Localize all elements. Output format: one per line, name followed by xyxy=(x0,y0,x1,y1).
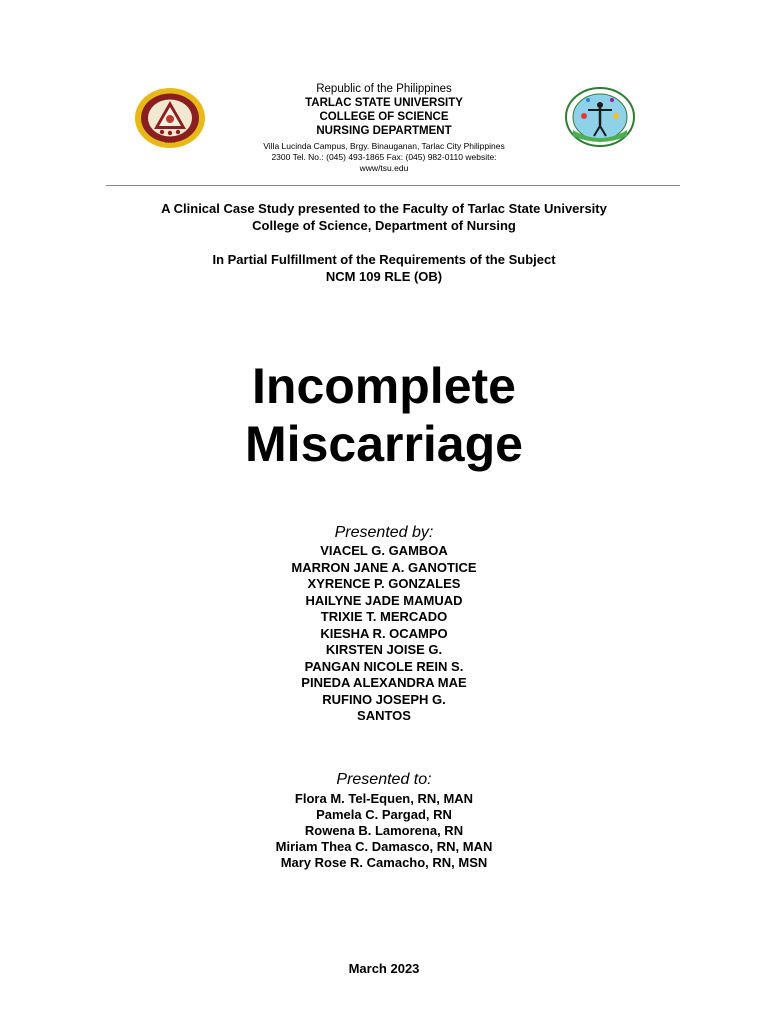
title-line-1: Incomplete xyxy=(252,358,516,414)
presenter-name: SANTOS xyxy=(357,708,411,723)
presenter-name: HAILYNE JADE MAMUAD xyxy=(305,592,463,608)
presenter-name: KIESHA R. OCAMPO xyxy=(320,625,448,641)
fulfillment-block xyxy=(0,251,768,285)
header-divider xyxy=(106,185,680,186)
intro-block xyxy=(0,200,768,234)
address-line-1: Villa Lucinda Campus, Brgy. Binauganan, Tarlac City Philippines xyxy=(263,141,505,151)
faculty-name: Miriam Thea C. Damasco, RN, MAN xyxy=(275,839,493,854)
presenter-name: TRIXIE T. MERCADO xyxy=(320,609,448,624)
college-name: COLLEGE OF SCIENCE xyxy=(319,111,449,123)
subject-code: NCM 109 RLE (OB) xyxy=(325,269,443,284)
presented-by-label: Presented by: xyxy=(334,524,434,541)
faculty-name: Rowena B. Lamorena, RN xyxy=(304,823,464,838)
presenter-name: PINEDA ALEXANDRA MAE xyxy=(301,675,467,690)
seal-year: 1906 xyxy=(164,139,176,145)
presenter-name: MARRON JANE A. GANOTICE xyxy=(291,559,477,575)
intro-line-1: A Clinical Case Study presented to the Faculty of Tarlac State University xyxy=(161,201,607,216)
presenter-name: KIRSTEN JOISE G. xyxy=(325,642,443,657)
faculty-name: Flora M. Tel-Equen, RN, MAN xyxy=(294,791,474,806)
faculty-list xyxy=(0,791,768,871)
presenters-list xyxy=(0,543,768,725)
address-line-2: 2300 Tel. No.: (045) 493-1865 Fax: (045) 982-0110 website: xyxy=(271,152,497,162)
republic-text: Republic of the Philippines xyxy=(316,83,452,95)
presenter-name: PANGAN NICOLE REIN S. xyxy=(304,658,464,674)
presenter-name: XYRENCE P. GONZALES xyxy=(307,576,461,591)
page-title xyxy=(0,357,768,473)
presenter-name: VIACEL G. GAMBOA xyxy=(320,543,448,558)
faculty-name: Mary Rose R. Camacho, RN, MSN xyxy=(280,855,488,870)
department-name: NURSING DEPARTMENT xyxy=(316,125,452,137)
website-text: www/tsu.edu xyxy=(359,163,409,173)
intro-line-3: In Partial Fulfillment of the Requirements of the Subject xyxy=(212,252,556,267)
presenter-name: RUFINO JOSEPH G. xyxy=(322,691,446,707)
intro-line-2: College of Science, Department of Nursing xyxy=(252,218,516,233)
date-text: March 2023 xyxy=(348,961,420,976)
presented-to-label: Presented to: xyxy=(336,771,432,788)
title-line-2: Miscarriage xyxy=(245,416,523,472)
university-name: TARLAC STATE UNIVERSITY xyxy=(305,97,463,109)
faculty-name: Pamela C. Pargad, RN xyxy=(316,807,452,822)
